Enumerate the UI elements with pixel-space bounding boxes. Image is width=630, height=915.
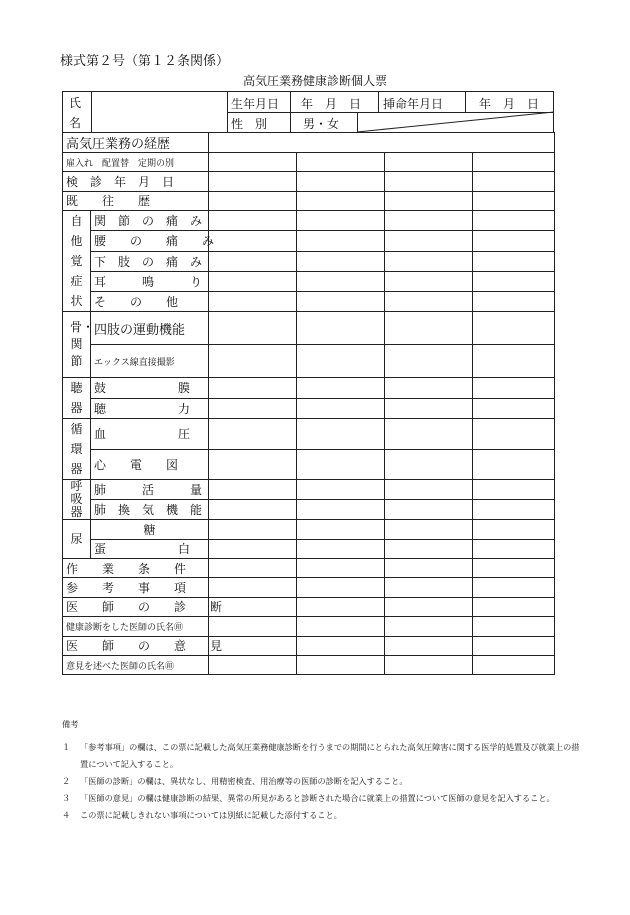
cell[interactable]	[209, 378, 297, 399]
cell[interactable]	[473, 419, 555, 450]
cell[interactable]	[209, 312, 297, 345]
reference-label: 参 考 事 項	[63, 578, 209, 597]
cell[interactable]	[297, 655, 385, 674]
cell[interactable]	[473, 597, 555, 616]
cell[interactable]	[297, 480, 385, 500]
cell[interactable]	[473, 191, 555, 210]
history-field[interactable]	[209, 133, 555, 153]
cell[interactable]	[297, 398, 385, 419]
cell[interactable]	[209, 520, 297, 539]
cell[interactable]	[209, 449, 297, 480]
cell[interactable]	[385, 655, 473, 674]
item-joint-pain: 関 節 の 痛 み	[91, 211, 209, 231]
cell[interactable]	[297, 449, 385, 480]
cell[interactable]	[473, 539, 555, 558]
birthdate-label: 生年月日	[231, 97, 280, 111]
cell[interactable]	[473, 578, 555, 597]
cell[interactable]	[385, 291, 473, 311]
cell[interactable]	[385, 617, 473, 636]
cell[interactable]	[385, 520, 473, 539]
note-text: 「医師の診断」の欄は、異状なし、用精密検査、用治療等の医師の診断を記入すること。	[80, 776, 408, 786]
note-number: ３	[62, 793, 71, 803]
cell[interactable]	[473, 398, 555, 419]
cell[interactable]	[297, 500, 385, 520]
cell[interactable]	[297, 312, 385, 345]
cell[interactable]	[385, 500, 473, 520]
cell[interactable]	[385, 231, 473, 251]
past-history-label: 既 往 歴	[63, 191, 209, 210]
group-respiratory: 呼吸器	[63, 480, 91, 520]
cell[interactable]	[209, 617, 297, 636]
group-subjective-symptoms: 自他覚症状	[63, 211, 91, 312]
cell[interactable]	[209, 655, 297, 674]
item-limb-function: 四肢の運動機能	[91, 312, 209, 345]
note-item	[62, 739, 582, 773]
cell[interactable]	[297, 539, 385, 558]
cell[interactable]	[385, 271, 473, 291]
cell[interactable]	[473, 520, 555, 539]
cell[interactable]	[297, 291, 385, 311]
cell[interactable]	[297, 558, 385, 577]
cell[interactable]	[297, 378, 385, 399]
cell[interactable]	[473, 378, 555, 399]
work-conditions-label: 作 業 条 件	[63, 558, 209, 577]
item-back-pain: 腰 の 痛 み	[91, 231, 209, 251]
cell[interactable]	[385, 345, 473, 378]
item-hearing-power: 聴 力	[91, 398, 209, 419]
cell[interactable]	[209, 398, 297, 419]
name-label-2: 名	[69, 116, 82, 130]
note-number: １	[62, 742, 71, 752]
note-text: 「参考事項」の欄は、この票に記載した高気圧業務健康診断を行うまでの期間にとられた高気圧障害に関する医学的処置及び就業上の措置について記入すること。	[80, 742, 580, 769]
cell[interactable]	[209, 500, 297, 520]
opinion-label: 医 師 の 意 見	[63, 636, 209, 655]
notes-heading: 備考	[62, 719, 79, 729]
hire-date-label: 挿命年月日	[383, 97, 444, 111]
diagnosis-doctor-label: 健康診断をした医師の氏名㊞	[63, 617, 209, 636]
history-label: 高気圧業務の経歴	[63, 133, 209, 153]
cell[interactable]	[209, 558, 297, 577]
note-number: ４	[62, 810, 71, 820]
cell[interactable]	[385, 636, 473, 655]
cell[interactable]	[297, 578, 385, 597]
item-protein: 蛋 白	[91, 539, 209, 558]
cell[interactable]	[297, 251, 385, 271]
note-item	[62, 790, 582, 807]
divider	[465, 92, 466, 112]
item-eardrum: 鼓 膜	[91, 378, 209, 399]
cell[interactable]	[385, 153, 473, 172]
cell[interactable]	[473, 655, 555, 674]
cell[interactable]	[297, 597, 385, 616]
cell[interactable]	[297, 211, 385, 231]
cell[interactable]	[297, 617, 385, 636]
item-ecg: 心 電 図	[91, 449, 209, 480]
cell[interactable]	[297, 271, 385, 291]
exam-type-label: 雇入れ 配置替 定期の別	[63, 153, 209, 172]
cell[interactable]	[209, 345, 297, 378]
cell[interactable]	[473, 251, 555, 271]
item-xray: エックス線直接撮影	[91, 345, 209, 378]
cell[interactable]	[473, 271, 555, 291]
cell[interactable]	[209, 231, 297, 251]
cell[interactable]	[385, 578, 473, 597]
hire-date-field[interactable]: 年 月 日	[479, 97, 540, 111]
cell[interactable]	[297, 636, 385, 655]
name-label-1: 氏	[69, 96, 82, 110]
note-text: この票に記載しきれない事項については別紙に記載した添付すること。	[80, 810, 342, 820]
name-field[interactable]	[95, 94, 223, 130]
cell[interactable]	[473, 500, 555, 520]
cell[interactable]	[473, 172, 555, 191]
note-text: 「医師の意見」の欄は健康診断の結果、異常の所見があると診断された場合に就業上の措置について医師の意見を記入すること。	[80, 793, 555, 803]
cell[interactable]	[473, 291, 555, 311]
cell[interactable]	[209, 578, 297, 597]
diagonal-line	[357, 112, 554, 132]
cell[interactable]	[473, 153, 555, 172]
cell[interactable]	[209, 271, 297, 291]
cell[interactable]	[385, 312, 473, 345]
cell[interactable]	[385, 211, 473, 231]
item-lung-volume: 肺 活 量	[91, 480, 209, 500]
cell[interactable]	[473, 636, 555, 655]
opinion-doctor-label: 意見を述べた医師の氏名㊞	[63, 655, 209, 674]
cell[interactable]	[209, 211, 297, 231]
cell[interactable]	[473, 211, 555, 231]
cell[interactable]	[473, 345, 555, 378]
cell[interactable]	[473, 312, 555, 345]
cell[interactable]	[209, 251, 297, 271]
cell[interactable]	[297, 231, 385, 251]
item-leg-pain: 下 肢 の 痛 み	[91, 251, 209, 271]
cell[interactable]	[209, 191, 297, 210]
cell[interactable]	[297, 172, 385, 191]
notes-section	[62, 716, 582, 824]
item-tinnitus: 耳 鳴 り	[91, 271, 209, 291]
group-urine: 尿	[63, 520, 91, 559]
cell[interactable]	[473, 617, 555, 636]
cell[interactable]	[385, 449, 473, 480]
health-check-table	[62, 132, 555, 675]
cell[interactable]	[385, 480, 473, 500]
cell[interactable]	[473, 449, 555, 480]
cell[interactable]	[385, 172, 473, 191]
divider	[378, 92, 379, 112]
item-blood-pressure: 血 圧	[91, 419, 209, 450]
group-bone-joint: 骨・関節	[63, 312, 91, 378]
group-hearing: 聴器	[63, 378, 91, 419]
cell[interactable]	[385, 191, 473, 210]
item-sugar: 糖	[91, 520, 209, 539]
cell[interactable]	[473, 558, 555, 577]
cell[interactable]	[385, 419, 473, 450]
note-number: ２	[62, 776, 71, 786]
exam-date-label: 検 診 年 月 日	[63, 172, 209, 191]
cell[interactable]	[209, 291, 297, 311]
note-item	[62, 773, 582, 790]
form-title: 高気圧業務健康診断個人票	[242, 74, 387, 88]
cell[interactable]	[385, 398, 473, 419]
cell[interactable]	[385, 597, 473, 616]
cell[interactable]	[297, 419, 385, 450]
group-circulatory: 循環器	[63, 419, 91, 480]
cell[interactable]	[209, 419, 297, 450]
sex-label: 性 別	[231, 117, 268, 131]
cell[interactable]	[385, 378, 473, 399]
birthdate-field[interactable]: 年 月 日	[301, 97, 362, 111]
form-number: 様式第２号（第１２条関係）	[60, 54, 230, 69]
personal-info-header	[62, 91, 554, 133]
cell[interactable]	[209, 172, 297, 191]
cell[interactable]	[473, 480, 555, 500]
item-other: そ の 他	[91, 291, 209, 311]
sex-field[interactable]: 男・女	[303, 117, 340, 131]
cell[interactable]	[385, 251, 473, 271]
cell[interactable]	[385, 539, 473, 558]
cell[interactable]	[209, 480, 297, 500]
cell[interactable]	[297, 153, 385, 172]
divider	[91, 92, 92, 132]
cell[interactable]	[473, 231, 555, 251]
cell[interactable]	[385, 558, 473, 577]
diagnosis-label: 医 師 の 診 断	[63, 597, 209, 616]
cell[interactable]	[297, 345, 385, 378]
cell[interactable]	[209, 153, 297, 172]
cell[interactable]	[297, 191, 385, 210]
item-lung-ventilation: 肺 換 気 機 能	[91, 500, 209, 520]
note-item	[62, 807, 582, 824]
cell[interactable]	[209, 539, 297, 558]
cell[interactable]	[297, 520, 385, 539]
